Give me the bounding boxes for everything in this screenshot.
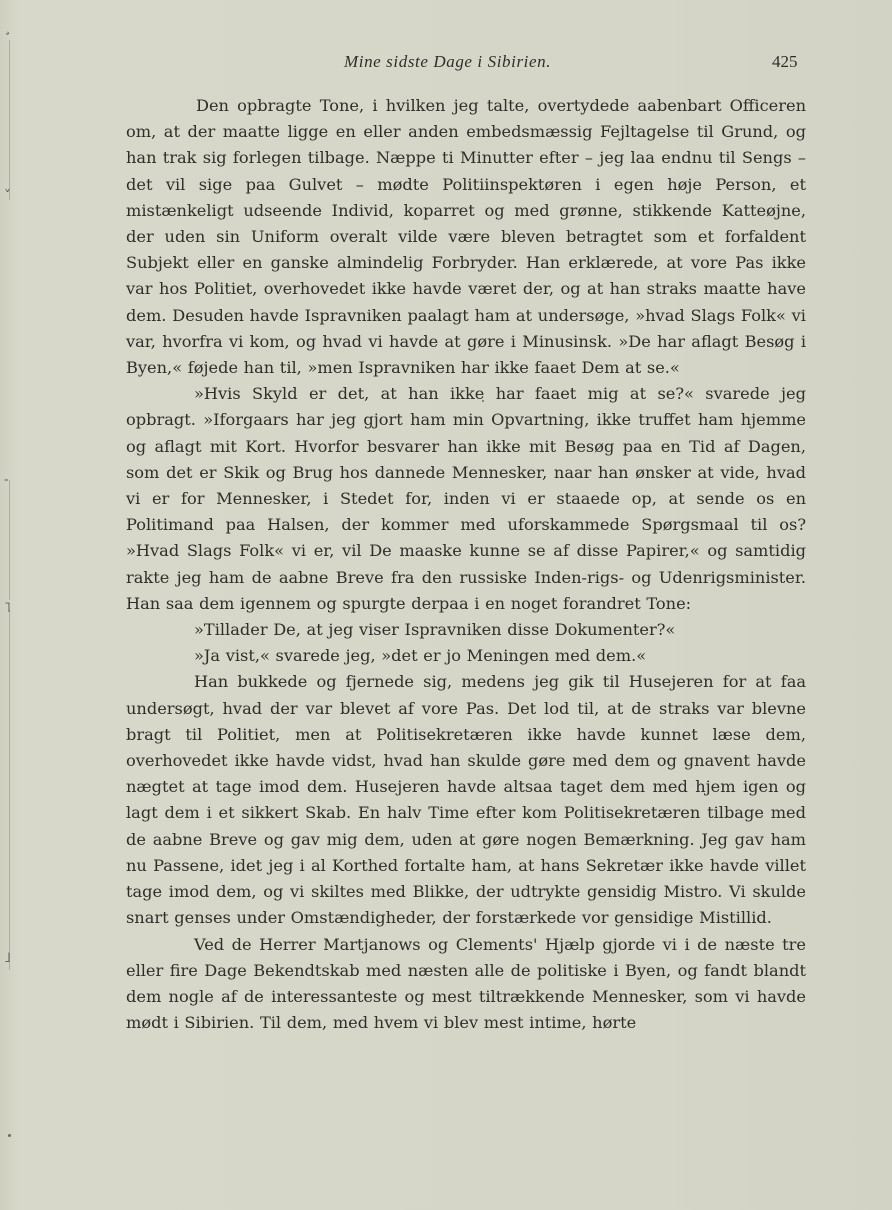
page-header <box>0 50 892 76</box>
paragraph: Han bukkede og fjernede sig, medens jeg gik til Husejeren for at faa undersøgt, hvad der var blevet af vore Pas. Det lod til, at de straks var blevne bragt til Politiet, men at Politisekretæren ikke havde kunnet læse dem, overhovedet ikke havde vidst, hvad han skulde gøre med dem og gnavent havde nægtet at tage imod dem. Husejeren havde altsaa taget dem med hjem igen og lagt dem i et sikkert Skab. En halv Time efter kom Politisekretæren tilbage med de aabne Breve og gav mig dem, uden at gøre nogen Bemærkning. Jeg gav ham nu Passene, idet jeg i al Korthed fortalte ham, at hans Sekretær ikke havde villet tage imod dem, og vi skiltes med Blikke, der udtrykte gensidig Mistro. Vi skulde snart genses under Omstændigheder, der forstærkede vor gensidige Mistillid. <box>126 672 806 928</box>
binding-mark-icon: ˗ <box>4 472 9 488</box>
running-title: Mine sidste Dage i Sibirien. <box>344 52 552 71</box>
body-text <box>126 93 806 1036</box>
binding-mark-icon: ˅ <box>4 188 11 204</box>
paragraph: Ved de Herrer Martjanows og Clements' Hjælp gjorde vi i de næste tre eller fire Dage Bekendtskab med næsten alle de politiske i Byen, og fandt blandt dem nogle af de interessanteste og mest tiltrækkende Mennesker, som vi havde mødt i Sibirien. Til dem, med hvem vi blev mest intime, hørte <box>126 934 806 1033</box>
binding-mark-icon: ˩ <box>4 950 11 966</box>
paragraph: »Tillader De, at jeg viser Ispravniken disse Dokumenter?« <box>194 620 676 640</box>
binding-mark-icon: ˥ <box>4 600 11 616</box>
binding-edge <box>9 610 10 970</box>
paragraph: »Hvis Skyld er det, at han ikke har faaet mig at se?« svarede jeg opbragt. »Iforgaars har jeg gjort ham min Opvartning, ikke truffet ham hjemme og aflagt mit Kort. Hvorfor besvarer han ikke mit Besøg paa en Tid af Dagen, som det er Skik og Brug hos dannede Mennesker, naar han ønsker at vide, hvad vi er for Mennesker, i Stedet for, inden vi er staaede op, at sende os en Politimand paa Halsen, der kommer med uforskammede Spørgsmaal til os? »Hvad Slags Folk« vi er, vil De maaske kunne se af disse Papirer,« og samtidig rakte jeg ham de aabne Breve fra den russiske Inden-rigs- og Udenrigsminister. Han saa dem igennem og spurgte derpaa i en noget forandret Tone: <box>126 384 806 613</box>
paragraph: »Ja vist,« svarede jeg, »det er jo Meningen med dem.« <box>194 646 647 666</box>
paragraph: Den opbragte Tone, i hvilken jeg talte, overtydede aabenbart Officeren om, at der maatte ligge en eller anden embedsmæssig Fejltagelse til Grund, og han trak sig forlegen tilbage. Næppe ti Minutter efter – jeg laa endnu til Sengs – det vil sige paa Gulvet – mødte Politiinspektøren i egen høje Person, et mistænkeligt udseende Individ, koparret og med grønne, stikkende Katteøjne, der uden sin Uniform overalt vilde være bleven betragtet som et forfaldent Subjekt eller en ganske almindelig Forbryder. Han erklærede, at vore Pas ikke var hos Politiet, overhovedet ikke havde været der, og at han straks maatte have dem. Desuden havde Ispravniken paalagt ham at undersøge, »hvad Slags Folk« vi var, hvorfra vi kom, og hvad vi havde at gøre i Minusinsk. »De har aflagt Besøg i Byen,« føjede han til, »men Ispravniken har ikke faaet Dem at se.« <box>126 96 806 378</box>
page-number: 425 <box>772 52 798 71</box>
binding-edge <box>9 480 10 600</box>
paper-speck <box>8 1134 11 1137</box>
binding-mark-icon: ¸ <box>4 20 11 36</box>
